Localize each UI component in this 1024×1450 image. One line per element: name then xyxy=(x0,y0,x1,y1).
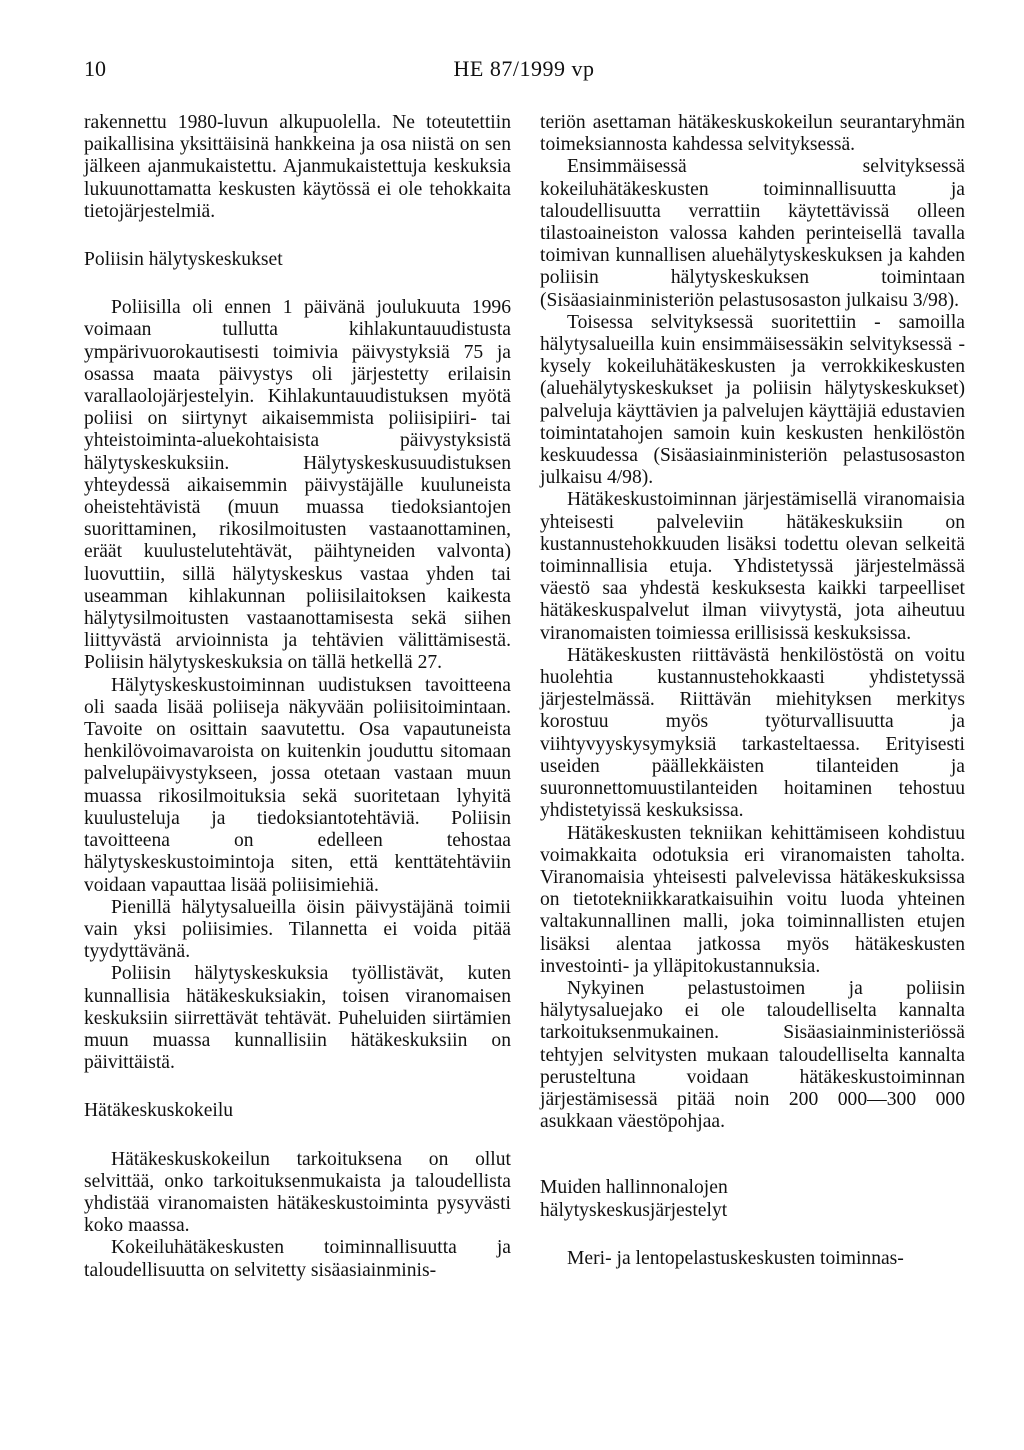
paragraph: Hätäkeskusten riittävästä henkilöstöstä on voitu huolehtia kustannustehokkaasti yhdistetyssä järjestelmässä. Riittävän miehityksen merkitys korostuu myös työturvallisuutta ja viihtyvyyskysymyksiä tarkasteltaessa. Erityisesti useiden päällekkäisten tilanteiden ja suuronnettomuustilanteiden hoitaminen tehostuu yhdistetyissä keskuksissa. xyxy=(540,644,965,822)
paragraph: Poliisin hälytyskeskuksia työllistävät, kuten kunnallisia hätäkeskuksiakin, toisen viranomaisen keskuksiin siirrettävät tehtävät. Puheluiden siirtämien muun muassa kunnallisiin hätäkeskuksiin on päivittäistä. xyxy=(84,963,511,1074)
right-column xyxy=(540,112,965,1270)
paragraph: Kokeiluhätäkeskusten toiminnallisuutta ja taloudellisuutta on selvitetty sisäasiainminis- xyxy=(84,1237,511,1281)
section-heading-police-dispatch: Poliisin hälytyskeskukset xyxy=(84,249,283,271)
paragraph: Hätäkeskusten tekniikan kehittämiseen kohdistuu voimakkaita odotuksia eri viranomaisten taholta. Viranomaisia yhteisesti palvelevissa hätäkeskuksissa on tietotekniikkaratkaisuihin voitu luoda yhteinen valtakunnallinen malli, joka toiminnallisten etujen lisäksi alentaa jatkossa myös hätäkeskusten investointi- ja ylläpitokustannuksia. xyxy=(540,822,965,977)
left-column xyxy=(84,112,511,1282)
paragraph: teriön asettaman hätäkeskuskokeilun seurantaryhmän toimeksiannosta kahdessa selvityksessä. xyxy=(540,112,965,156)
heading-line: Muiden hallinnonalojen xyxy=(540,1177,728,1199)
paragraph: Meri- ja lentopelastuskeskusten toiminnas- xyxy=(567,1247,904,1269)
paragraph: Nykyinen pelastustoimen ja poliisin hälytysaluejako ei ole taloudelliselta kannalta tarkoituksenmukainen. Sisäasiainministeriössä tehtyjen selvitysten mukaan taloudelliselta kannalta perusteltuna voidaan hätäkeskustoiminnan järjestämisessä pitää noin 200 000—300 000 asukkaan väestöpohjaa. xyxy=(540,977,965,1133)
running-title: HE 87/1999 vp xyxy=(453,56,595,81)
section-heading-emergency-centre-trial: Hätäkeskuskokeilu xyxy=(84,1100,234,1122)
section-heading-other-administrations xyxy=(540,1177,965,1221)
paragraph: Hätäkeskuskokeilun tarkoituksena on ollut selvittää, onko tarkoituksenmukaista ja taloudellista yhdistää viranomaisten hätäkeskustoiminta pysyvästi koko maassa. xyxy=(84,1148,511,1237)
paragraph: Hälytyskeskustoiminnan uudistuksen tavoitteena oli saada lisää poliiseja näkyvään poliisitoimintaan. Tavoite on osittain saavutettu. Osa vapautuneista henkilövoimavaroista on kuitenkin jouduttu sitomaan palvelupäivystykseen, jossa otetaan vastaan muun muassa rikosilmoituksia sekä suoritetaan lyhyitä kuulusteluja ja tiedoksiantotehtäviä. Poliisin tavoitteena on edelleen tehostaa hälytyskeskustoimintoja siten, että kenttätehtäviin voidaan vapauttaa lisää poliisimiehiä. xyxy=(84,674,511,896)
heading-line: hälytyskeskusjärjestelyt xyxy=(540,1199,728,1221)
paragraph: rakennettu 1980-luvun alkupuolella. Ne toteutettiin paikallisina yksittäisinä hankkeina ja osa niistä on sen jälkeen ajanmukaistettu. Ajanmukaistettuja keskuksia lukuunottamatta keskusten käytössä ei ole tehokkaita tietojärjestelmiä. xyxy=(84,112,511,222)
paragraph: Ensimmäisessä selvityksessä kokeiluhätäkeskusten toiminnallisuutta ja taloudellisuutta verrattiin käytettävissä olleen tilastoaineiston valossa kahden perinteisellä tavalla toimivan kunnallisen aluehälytyskeskuksen ja kahden poliisin hälytyskeskuksen toimintaan (Sisäasiainministeriön pelastusosaston julkaisu 3/98). xyxy=(540,156,965,311)
page-header xyxy=(84,56,964,86)
page-number: 10 xyxy=(84,56,106,81)
paragraph: Poliisilla oli ennen 1 päivänä joulukuuta 1996 voimaan tullutta kihlakuntauudistusta ympärivuorokautisesti toimivia päivystyksiä 75 ja osassa maata päivystys oli järjestetty erilaisin varallaolojärjestelyin. Kihlakuntauudistuksen myötä poliisi on siirtynyt aikaisemmista poliisipiiri- tai yhteistoiminta-aluekohtaisista päivystyksistä hälytyskeskuksiin. Hälytyskeskusuudistuksen yhteydessä aikaisemmin päivystäjälle kuuluneista oheistehtävistä (muun muassa tiedoksiantojen suorittaminen, rikosilmoitusten vastaanottaminen, eräät kuulustelutehtävät, päihtyneiden valvonta) luovuttiin, sillä hälytyskeskus vastaa yhden tai useamman kihlakunnan poliisilaitoksen kaikesta hälytysilmoitusten vastaanottamisesta sekä siihen liittyvästä arvioinnista ja tehtävien välittämisestä. Poliisin hälytyskeskuksia on tällä hetkellä 27. xyxy=(84,297,511,674)
paragraph: Pienillä hälytysalueilla öisin päivystäjänä toimii vain yksi poliisimies. Tilannetta ei voida pitää tyydyttävänä. xyxy=(84,896,511,963)
paragraph: Toisessa selvityksessä suoritettiin - samoilla hälytysalueilla kuin ensimmäisessäkin selvityksessä - kysely kokeiluhätäkeskusten ja verrokkikeskusten (aluehälytyskeskukset ja poliisin hälytyskeskukset) palveluja käyttävien ja palvelujen käyttäjiä edustavien toimintatahojen samoin kuin keskusten henkilöstön keskuudessa (Sisäasiainministeriön pelastusosaston julkaisu 4/98). xyxy=(540,311,965,489)
paragraph: Hätäkeskustoiminnan järjestämisellä viranomaisia yhteisesti palveleviin hätäkeskuksiin on kustannustehokkuuden lisäksi todettu olevan selkeitä toiminnallisia etuja. Yhdistetyssä järjestelmässä väestö saa yhdestä keskuksesta kaikki tarpeelliset hätäkeskuspalvelut ilman viivytystä, jota aiheutuu viranomaisten toimiessa erillisissä keskuksissa. xyxy=(540,489,965,644)
